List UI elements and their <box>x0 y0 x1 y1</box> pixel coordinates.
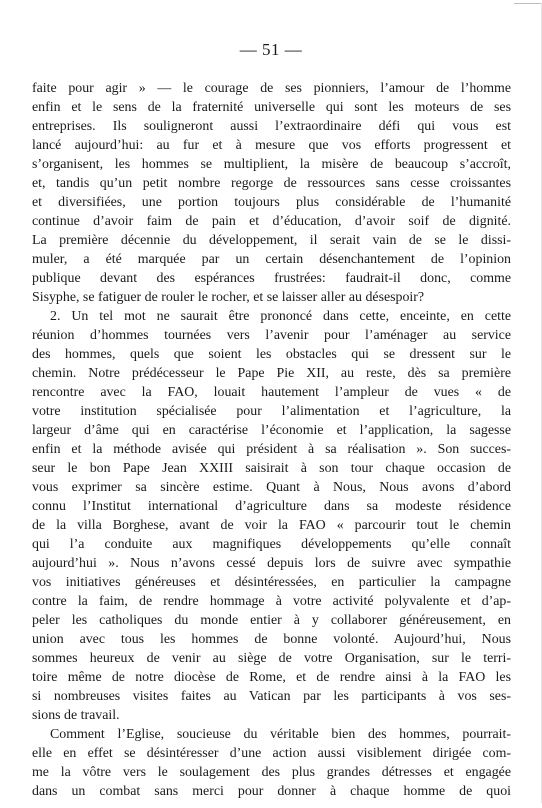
text-line: largeur d’âme qui en caractérise l’économie et l’application, la sagesse <box>32 423 511 438</box>
page-edge-top <box>514 3 542 4</box>
text-line: réunion d’hommes tournées vers l’avenir pour l’aménager au service <box>32 328 511 343</box>
text-line: contre la faim, de rendre hommage à votre activité polyvalente et d’ap- <box>32 594 511 609</box>
text-line: rencontre avec la FAO, louait hautement l’ampleur de vues « de <box>32 385 511 400</box>
text-line: de la villa Borghese, avant de voir la FAO « parcourir tout le chemin <box>32 518 511 533</box>
text-line: peler les catholiques du monde entier à y collaborer généreusement, en <box>32 613 511 628</box>
paragraph <box>32 725 511 801</box>
text-line: vos initiatives généreuses et désintéressées, en particulier la campagne <box>32 575 511 590</box>
text-line: faite pour agir » — le courage de ses pionniers, l’amour de l’homme <box>32 81 511 96</box>
text-line: enfin et la méthode avisée qui président à sa réalisation ». Son succes- <box>32 442 511 457</box>
text-line: Comment l’Eglise, soucieuse du véritable bien des hommes, pourrait- <box>50 727 511 742</box>
text-line: continue d’avoir faim de pain et d’éducation, d’avoir soif de dignité. <box>32 214 511 229</box>
text-line: et, tandis qu’un petit nombre regorge de ressources sans cesse croissantes <box>32 176 511 191</box>
text-line: enfin et le sens de la fraternité universelle qui sont les moteurs de ses <box>32 100 511 115</box>
text-line: et diversifiées, une portion toujours plus considérable de l’humanité <box>32 195 511 210</box>
text-line: vous exprimer sa sincère estime. Quant à Nous, Nous avons d’abord <box>32 480 511 495</box>
text-line: connu l’Institut international d’agriculture dans sa modeste résidence <box>32 499 511 514</box>
text-line: s’organisent, les hommes se multiplient, la misère de beaucoup s’accroît, <box>32 157 511 172</box>
text-line: sommes heureux de venir au siège de votre Organisation, sur le terri- <box>32 651 511 666</box>
body-text <box>32 79 511 801</box>
text-line: 2. Un tel mot ne saurait être prononcé dans cette, enceinte, en cette <box>50 309 511 324</box>
text-line: seur le bon Pape Jean XXIII saisirait à son tour chaque occasion de <box>32 461 511 476</box>
text-line: publique devant des espérances frustrées: faudrait-il donc, comme <box>32 271 511 286</box>
paragraph <box>32 79 511 307</box>
text-line: Sisyphe, se fatiguer de rouler le rocher, et se laisser aller au désespoir? <box>32 290 425 305</box>
text-line: qui l’a conduite aux magnifiques développements qu’elle connaît <box>32 537 511 552</box>
page-number: — 51 — <box>239 40 303 59</box>
text-line: union avec tous les hommes de bonne volonté. Aujourd’hui, Nous <box>32 632 511 647</box>
paragraph <box>32 307 511 725</box>
text-line: des hommes, quels que soient les obstacles qui se dressent sur le <box>32 347 511 362</box>
text-line: muler, a été marquée par un certain désenchantement de l’opinion <box>32 252 511 267</box>
text-line: aujourd’hui ». Nous n’avons cessé depuis lors de suivre avec sympathie <box>32 556 511 571</box>
text-line: elle en effet se désintéresser d’une action aussi visiblement dirigée com- <box>32 746 511 761</box>
text-line: votre institution spécialisée pour l’alimentation et l’agriculture, la <box>32 404 511 419</box>
text-line: lancé aujourd’hui: au fur et à mesure que vos efforts progressent et <box>32 138 511 153</box>
text-line: toire même de notre diocèse de Rome, et de rendre ainsi à la FAO les <box>32 670 511 685</box>
text-line: chemin. Notre prédécesseur le Pape Pie XII, au reste, dès sa première <box>32 366 511 381</box>
text-line: sions de travail. <box>32 708 120 723</box>
text-line: dans un combat sans merci pour donner à chaque homme de quoi <box>32 784 511 799</box>
text-line: entreprises. Ils souligneront aussi l’extraordinaire défi qui vous est <box>32 119 511 134</box>
text-line: si nombreuses visites faites au Vatican par les participants à vos ses- <box>32 689 511 704</box>
text-line: me la vôtre vers le soulagement des plus grandes détresses et engagée <box>32 765 511 780</box>
text-line: La première décennie du développement, il serait vain de se le dissi- <box>32 233 511 248</box>
